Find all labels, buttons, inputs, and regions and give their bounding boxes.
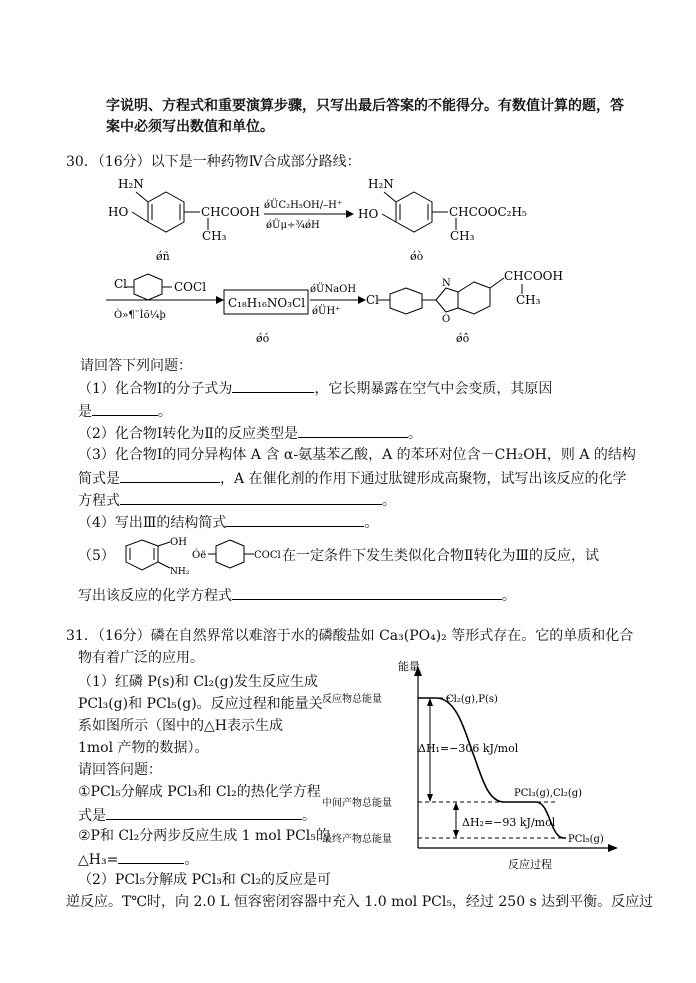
answer-blank-3-2[interactable] <box>120 490 382 505</box>
q31-p1-line-5: 请回答问题： <box>78 762 162 778</box>
q30-part-4: （4）写出Ⅲ的结构简式 。 <box>78 512 378 532</box>
q31-p1-line-4: 1mol 产物的数据）。 <box>78 740 209 756</box>
q30-part-1-line-1: （1）化合物Ⅰ的分子式为 ，它长期暴露在空气中会变质，其原因 <box>78 378 552 398</box>
step-3-above: ǿÜNaOH <box>310 284 357 295</box>
compound-2-structure <box>382 192 456 232</box>
compound-2-ch3: CH₃ <box>450 229 475 243</box>
reagent-cocl: COCl <box>174 280 207 294</box>
answer-blank-1-1[interactable] <box>232 378 314 393</box>
synthesis-scheme <box>96 170 616 350</box>
compound-1-structure <box>132 192 208 232</box>
species-reactant: Cl₂(g),P(s) <box>446 694 498 705</box>
part-5-cocl: COCl <box>254 550 281 561</box>
species-product: PCl₅(g) <box>568 834 604 845</box>
part-5-oh: OH <box>170 537 187 548</box>
energy-diagram <box>318 660 634 872</box>
answer-blank-31-1[interactable] <box>106 805 302 820</box>
instructions-line-2: 案中必须写出数值和单位。 <box>106 119 274 135</box>
compound-4-label: ǿô <box>456 332 470 345</box>
q31-header-line-2: 物有着广泛的应用。 <box>78 650 204 666</box>
answer-blank-5[interactable] <box>232 585 502 600</box>
q31-p1-line-6: ①PCl₅分解成 PCl₃和 Cl₂的热化学方程 <box>78 784 321 800</box>
q30-part-5-text: 在一定条件下发生类似化合物Ⅱ转化为Ⅲ的反应，试 <box>282 548 600 564</box>
dh2-label: ΔH₂=−93 kJ/mol <box>462 816 556 829</box>
compound-1-ho: HO <box>108 205 129 219</box>
compound-4-chain: CHCOOH <box>504 269 563 283</box>
dh1-label: ΔH₁=−306 kJ/mol <box>418 742 519 755</box>
part-5-mid: Óë <box>192 550 207 561</box>
q30-part-5-line-2: 写出该反应的化学方程式 。 <box>78 585 516 605</box>
q31-p1-line-8: ②P和 Cl₂分两步反应生成 1 mol PCl₅的 <box>78 828 330 844</box>
level-product-label: 最终产物总能量 <box>322 834 392 845</box>
answer-blank-3-1[interactable] <box>120 468 220 483</box>
compound-1-chain: CHCOOH <box>201 205 260 219</box>
q30-part-5-number: （5） <box>78 548 115 564</box>
q31-p1-line-3: 系如图所示（图中的△H表示生成 <box>78 718 283 734</box>
part-5-structures <box>112 532 281 578</box>
step-3-below: ǿÜH⁺ <box>312 306 341 317</box>
q31-p1-line-9: △H₃= 。 <box>78 849 198 869</box>
answer-blank-31-2[interactable] <box>118 849 184 864</box>
answer-blank-1-2[interactable] <box>92 401 158 416</box>
answer-blank-2[interactable] <box>298 423 408 438</box>
compound-2-label: ǿò <box>410 250 424 263</box>
step-1-below: ǿÜμ÷¾ǿH <box>266 220 320 231</box>
compound-2-chain: CHCOOC₂H₅ <box>449 205 527 219</box>
compound-1-label: ǿñ <box>156 250 170 263</box>
step-2-below: Ò»¶¨Ìõ¼þ <box>114 310 166 321</box>
answer-blank-4[interactable] <box>226 512 364 527</box>
q30-part-2: （2）化合物Ⅰ转化为Ⅱ的反应类型是 。 <box>78 423 422 443</box>
compound-1-nh2: H₂N <box>118 177 144 191</box>
q30-part-1-line-2: 是 。 <box>78 401 172 421</box>
compound-4-cl: Cl <box>366 293 380 307</box>
x-axis-label: 反应过程 <box>508 858 552 871</box>
compound-3-label: ǿó <box>256 332 270 345</box>
instructions-line-1: 字说明、方程式和重要演算步骤，只写出最后答案的不能得分。有数值计算的题，答 <box>106 98 624 114</box>
compound-2-nh2: H₂N <box>368 177 394 191</box>
level-intermediate-label: 中间产物总能量 <box>322 798 392 809</box>
compound-4-ch3: CH₃ <box>516 293 541 307</box>
part-5-nh2: NH₂ <box>170 567 190 577</box>
q30-part-3-line-3: 方程式 。 <box>78 490 396 510</box>
q31-p1-line-7: 式是 。 <box>78 805 316 825</box>
reagent-cl: Cl <box>114 277 128 291</box>
compound-4-o: O <box>442 314 451 325</box>
reagent-ring <box>126 274 172 300</box>
y-axis-label: 能量 <box>398 660 420 673</box>
step-1-above: ǿÜC₂H₅OH/–H⁺ <box>264 200 343 211</box>
q30-part-3-line-1: （3）化合物Ⅰ的同分异构体 A 含 α-氨基苯乙酸，A 的苯环对位含－CH₂OH，则 A 的结构 <box>78 447 636 463</box>
q31-p1-line-1: （1）红磷 P(s)和 Cl₂(g)发生反应生成 <box>78 674 319 690</box>
q31-p2-line-2: 逆反应。T℃时，向 2.0 L 恒容密闭容器中充入 1.0 mol PCl₅，经过 250 s 达到平衡。反应过 <box>66 894 654 910</box>
q30-header: 30．（16分）以下是一种药物Ⅳ合成部分路线： <box>66 154 361 170</box>
compound-4-n: N <box>442 278 451 289</box>
q30-prompt: 请回答下列问题： <box>80 358 192 374</box>
q31-p2-line-1: （2）PCl₅分解成 PCl₃和 Cl₂的反应是可 <box>78 872 332 888</box>
compound-2-ho: HO <box>358 207 379 221</box>
q31-p1-line-2: PCl₃(g)和 PCl₅(g)。反应过程和能量关 <box>78 696 323 712</box>
x-axis-arrow <box>608 844 618 852</box>
compound-3-formula: C₁₈H₁₆NO₃Cl <box>228 296 306 310</box>
q31-header-line-1: 31．（16分）磷在自然界常以难溶于水的磷酸盐如 Ca₃(PO₄)₂ 等形式存在。它的单质和化合 <box>66 628 634 644</box>
species-intermediate: PCl₃(g),Cl₂(g) <box>514 788 583 799</box>
compound-1-ch3: CH₃ <box>202 229 227 243</box>
level-reactant-label: 反应物总能量 <box>322 694 382 705</box>
q30-part-3-line-2: 简式是 ，A 在催化剂的作用下通过肽键形成高聚物，试写出该反应的化学 <box>78 468 627 488</box>
